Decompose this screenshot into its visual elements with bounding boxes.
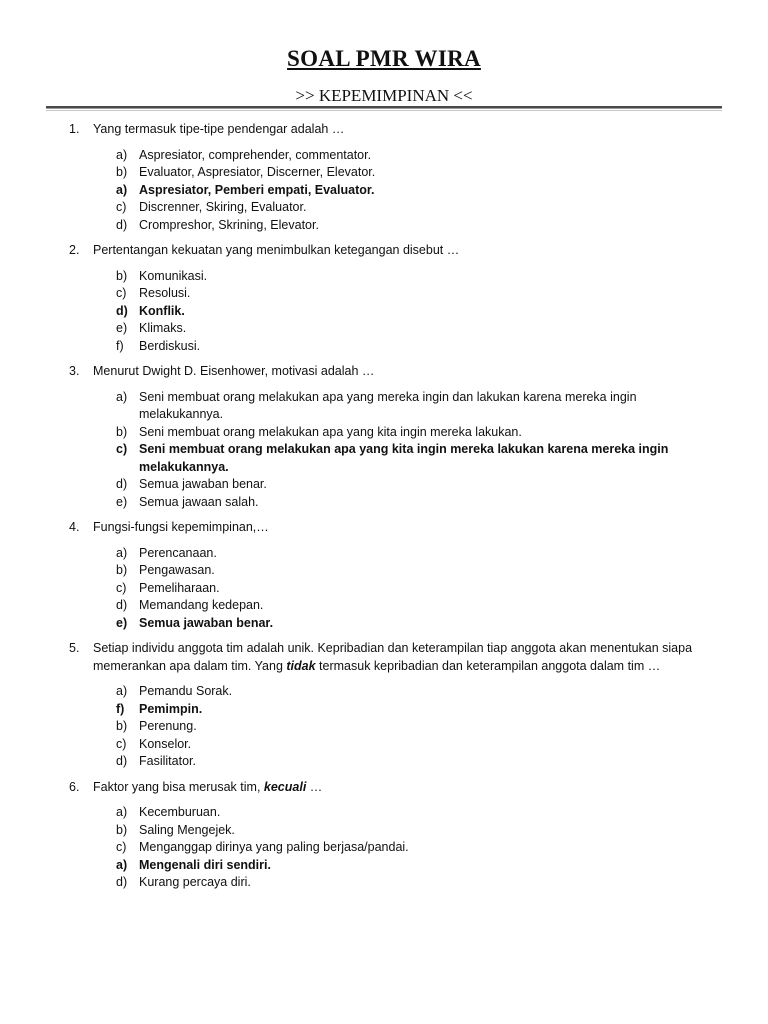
option-item [0,494,768,512]
option-item-answer [0,182,768,200]
option-text: Seni membuat orang melakukan apa yang mereka ingin dan lakukan karena mereka ingin melakukannya. [139,389,637,421]
option-text: Semua jawaban benar. [139,615,274,630]
option-item-answer [0,701,768,719]
option-item [0,718,768,736]
option-list [0,268,768,356]
option-item-answer [0,441,768,476]
question-2 [0,242,768,355]
option-key: b) [116,424,128,439]
option-key: d) [116,217,128,232]
question-text-emphasis: kecuali [263,779,307,794]
option-key: c) [116,736,127,751]
option-text: Saling Mengejek. [139,822,235,837]
question-text-emphasis: tidak [286,658,316,673]
option-item [0,164,768,182]
option-text: Konflik. [139,303,185,318]
option-item [0,424,768,442]
page-title: SOAL PMR WIRA [287,46,481,71]
option-text: Fasilitator. [139,754,196,768]
question-number: 2. [69,243,80,257]
question-list [0,121,768,900]
question-6 [0,779,768,892]
option-item-answer [0,615,768,633]
option-item [0,736,768,754]
option-text: Aspresiator, comprehender, commentator. [139,147,372,162]
option-text: Konselor. [139,736,192,751]
option-key: b) [116,822,128,837]
option-key: a) [116,545,128,560]
option-key: c) [116,442,128,456]
option-key: a) [116,684,128,698]
option-text: Crompreshor, Skrining, Elevator. [139,217,319,232]
option-item [0,580,768,598]
option-item [0,147,768,165]
option-text: Evaluator, Aspresiator, Discerner, Elevator. [139,165,376,179]
question-text [93,780,322,794]
option-text: Pemimpin. [139,701,203,716]
option-item [0,476,768,494]
question-text-part: … [306,779,323,794]
option-item [0,839,768,857]
option-list [0,147,768,235]
option-text: Kecemburuan. [139,805,221,819]
option-text: Resolusi. [139,286,191,300]
option-key: a) [116,857,128,872]
option-key: a) [116,389,128,404]
option-text: Pemeliharaan. [139,580,220,595]
question-4 [0,519,768,632]
option-item [0,389,768,424]
option-key: f) [116,338,124,353]
question-3 [0,363,768,511]
page-subtitle: >> KEPEMIMPINAN << [295,86,473,105]
question-number: 1. [69,122,80,136]
option-item [0,199,768,217]
option-item [0,320,768,338]
question-text-part: Faktor yang bisa merusak tim, [93,779,264,794]
question-5 [0,640,768,771]
option-key: d) [116,875,128,889]
question-number: 4. [69,520,80,534]
option-text: Pemandu Sorak. [139,684,233,698]
option-text: Berdiskusi. [139,338,201,353]
header-divider [46,106,722,109]
option-text: Memandang kedepan. [139,598,264,612]
option-text: Discrenner, Skiring, Evaluator. [139,200,307,214]
question-text [93,641,692,673]
question-text: Menurut Dwight D. Eisenhower, motivasi adalah … [93,364,375,378]
option-key: d) [116,754,128,768]
question-text: Yang termasuk tipe-tipe pendengar adalah … [93,122,345,136]
option-key: a) [116,182,128,197]
option-key: a) [116,805,128,819]
option-text: Menganggap dirinya yang paling berjasa/pandai. [139,840,409,854]
option-list [0,545,768,633]
option-text: Klimaks. [139,321,187,335]
option-key: b) [116,268,128,283]
option-item [0,874,768,892]
question-number: 6. [69,779,80,794]
option-text: Semua jawaban benar. [139,477,267,491]
option-key: c) [116,200,127,214]
option-text: Seni membuat orang melakukan apa yang kita ingin mereka lakukan. [139,424,522,439]
option-text: Pengawasan. [139,563,215,577]
option-item [0,753,768,771]
option-item [0,545,768,563]
question-1 [0,121,768,234]
option-item [0,217,768,235]
option-item [0,804,768,822]
option-list [0,683,768,771]
option-item [0,597,768,615]
question-text: Fungsi-fungsi kepemimpinan,… [93,520,269,534]
option-key: c) [116,286,127,300]
option-item [0,683,768,701]
option-text: Komunikasi. [139,268,208,283]
option-key: e) [116,494,128,509]
option-key: e) [116,615,128,630]
option-key: f) [116,701,125,716]
option-key: b) [116,563,128,577]
option-list [0,804,768,892]
question-text-part: Setiap individu anggota tim adalah unik. Kepribadian dan keterampilan tiap anggota akan menentukan siapa memerankan apa dalam tim. Yang [93,641,693,673]
option-key: c) [116,580,127,595]
option-item [0,285,768,303]
header-divider-shadow [46,110,722,111]
option-text: Kurang percaya diri. [139,875,251,889]
option-text: Perenung. [139,719,197,733]
option-text: Seni membuat orang melakukan apa yang kita ingin mereka lakukan karena mereka ingin melakukannya. [139,442,669,474]
question-number: 5. [69,641,80,655]
question-text-part: termasuk kepribadian dan keterampilan anggota dalam tim … [315,658,661,673]
option-key: b) [116,719,128,733]
option-item-answer [0,303,768,321]
question-number: 3. [69,364,80,378]
option-key: b) [116,165,128,179]
option-item [0,822,768,840]
option-key: a) [116,147,128,162]
option-item [0,268,768,286]
option-key: d) [116,477,128,491]
option-text: Perencanaan. [139,545,217,560]
option-item [0,338,768,356]
option-key: c) [116,840,127,854]
question-text: Pertentangan kekuatan yang menimbulkan ketegangan disebut … [93,243,460,257]
option-key: d) [116,598,128,612]
option-text: Semua jawaan salah. [139,494,259,509]
option-text: Aspresiator, Pemberi empati, Evaluator. [139,182,375,197]
option-list [0,389,768,512]
option-text: Mengenali diri sendiri. [139,857,271,872]
option-key: d) [116,303,128,318]
option-item-answer [0,857,768,875]
option-key: e) [116,321,128,335]
option-item [0,562,768,580]
